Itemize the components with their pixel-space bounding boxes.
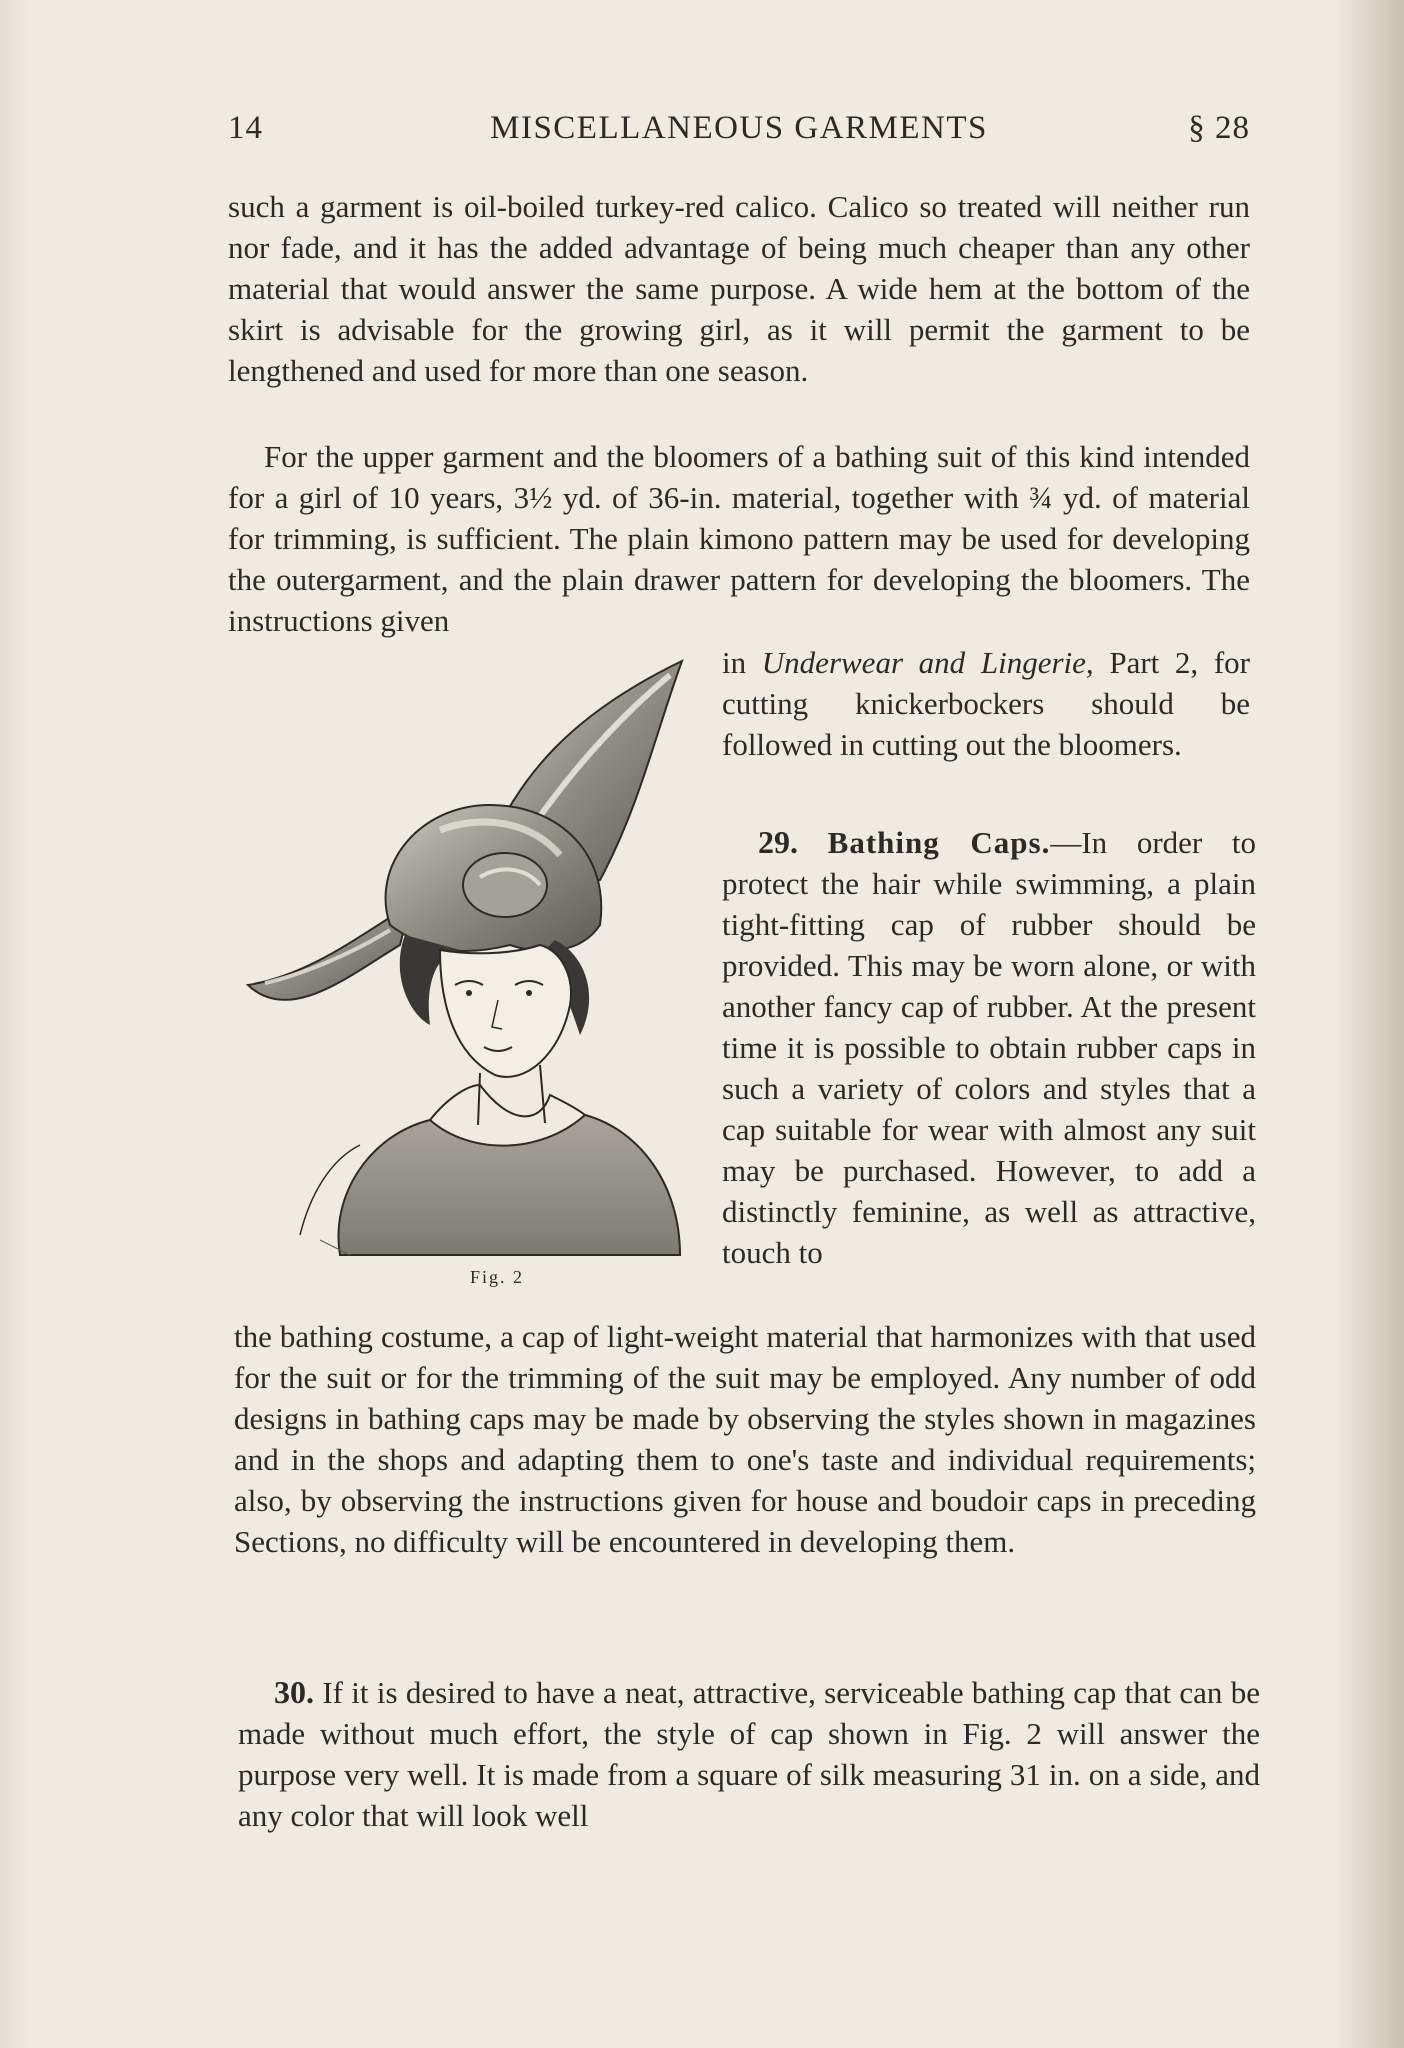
page-header <box>228 110 1250 156</box>
paragraph-bathing-suit <box>228 436 1250 641</box>
section-number: 30. <box>274 1674 314 1710</box>
paragraph-text <box>722 642 1250 765</box>
section-29-bathing-caps <box>722 822 1256 1273</box>
page-edge-shadow-right <box>1334 0 1404 2048</box>
text-run: If it is desired to have a neat, attractive, serviceable bathing cap that can be made without much effort, the style of cap shown in Fig. 2 will answer the purpose very well. It is made from a square of silk measuring 31 in. on a side, and any color that will look well <box>238 1675 1260 1833</box>
text-run: Part 2, for cutting knickerbockers should be followed in cutting out the bloomers. <box>722 645 1250 762</box>
section-30 <box>238 1672 1260 1836</box>
text-run: in <box>722 645 747 680</box>
paragraph-text: the bathing costume, a cap of light-weight material that harmonizes with that used for the suit or for the trimming of the suit may be employed. Any number of odd designs in bathing caps may be made by observing the styles shown in magazines and in the shops and adapting them to one's taste and individual requirements; also, by observing the instructions given for house and boudoir caps in preceding Sections, no difficulty will be encountered in developing them. <box>234 1319 1256 1559</box>
paragraph-bathing-suit-continued <box>722 642 1250 765</box>
running-title: MISCELLANEOUS GARMENTS <box>490 110 988 146</box>
page-edge-shadow-left <box>0 0 30 2048</box>
section-29-continued <box>234 1316 1256 1562</box>
paragraph-text: For the upper garment and the bloomers of a bathing suit of this kind intended for a girl of 10 years, 3½ yd. of 36-in. material, together with ¾ yd. of material for trimming, is sufficient. The plain kimono pattern may be used for developing the outergarment, and the plain drawer pattern for developing the bloomers. The instructions given <box>228 439 1250 638</box>
section-number: 29. <box>758 824 798 860</box>
section-mark: § 28 <box>1188 110 1250 146</box>
text-run: —In order to protect the hair while swimming, a plain tight-fitting cap of rubber should be provided. This may be worn alone, or with another fancy cap of rubber. At the present time it is possible to obtain rubber caps in such a variety of colors and styles that a cap suitable for wear with almost any suit may be purchased. However, to add a distinctly feminine, as well as attractive, touch to <box>722 825 1257 1270</box>
paragraph-text <box>722 822 1256 1273</box>
book-title-reference: Underwear and Lingerie, <box>761 645 1094 680</box>
paragraph-text: such a garment is oil-boiled turkey-red calico. Calico so treated will neither run nor fade, and it has the added advantage of being much cheaper than any other material that would answer the same purpose. A wide hem at the bottom of the skirt is advisable for the growing girl, as it will permit the garment to be lengthened and used for more than one season. <box>228 189 1250 388</box>
section-title: Bathing Caps. <box>827 825 1051 860</box>
bathing-cap-drawing <box>240 655 710 1275</box>
paragraph-text <box>238 1672 1260 1836</box>
page-number: 14 <box>228 110 263 146</box>
figure-caption: Fig. 2 <box>470 1267 525 1287</box>
paragraph-calico <box>228 186 1250 391</box>
figure-bathing-cap-illustration <box>240 655 710 1275</box>
